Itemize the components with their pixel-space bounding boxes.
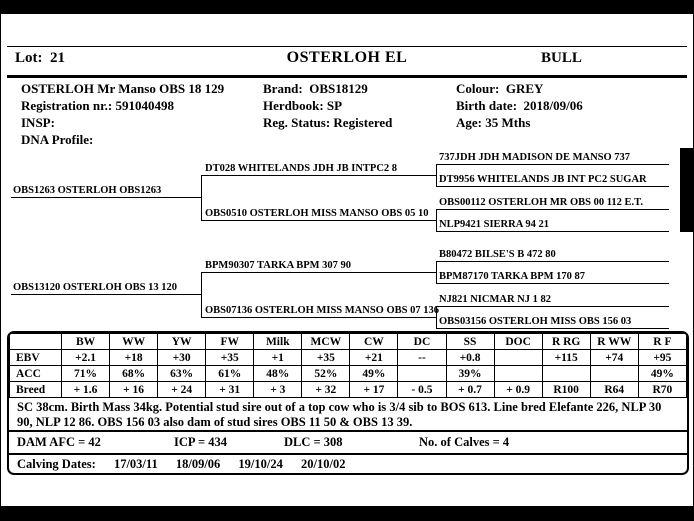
ebv-cell: --	[398, 350, 446, 366]
pedigree-great-grandparent: 737JDH JDH MADISON DE MANSO 737	[436, 149, 669, 165]
ebv-cell: 48%	[254, 366, 302, 382]
ebv-cell	[590, 366, 638, 382]
age-field: Age: 35 Mths	[456, 115, 531, 130]
ebv-row-label: ACC	[10, 366, 62, 382]
ebv-cell	[542, 366, 590, 382]
ebv-cell: + 1.6	[62, 382, 110, 398]
calving-date: 20/10/02	[301, 457, 346, 471]
pedigree-grandparent: DT028 WHITELANDS JDH JB INTPC2 8	[201, 160, 437, 176]
performance-box	[7, 331, 689, 475]
brand-field: Brand: OBS18129	[263, 81, 368, 96]
calving-dates-label: Calving Dates:	[17, 457, 96, 471]
ebv-header-cell: CW	[350, 334, 398, 350]
ebv-header-cell: Milk	[254, 334, 302, 350]
dam-afc-stat: DAM AFC = 42	[17, 435, 101, 449]
pedigree-grandparent: OBS07136 OSTERLOH MISS MANSO OBS 07 136	[201, 302, 437, 318]
ebv-cell: R64	[590, 382, 638, 398]
ebv-header-cell	[10, 334, 62, 350]
ebv-cell: 63%	[158, 366, 206, 382]
ebv-cell: +1	[254, 350, 302, 366]
ebv-cell: + 31	[206, 382, 254, 398]
sale-notes: SC 38cm. Birth Mass 34kg. Potential stud sire out of a top cow who is 3/4 sib to BOS 613. Line bred Elefante 226, NLP 30 90, NLP 12 86. OBS 156 03 also dam of stud sires OBS 11 50 & OBS 13 39.	[17, 400, 662, 429]
ebv-cell: +2.1	[62, 350, 110, 366]
pedigree-connector-line	[201, 176, 202, 221]
pedigree-connector-line	[436, 210, 437, 232]
ebv-cell: +35	[302, 350, 350, 366]
pedigree-great-grandparent: OBS00112 OSTERLOH MR OBS 00 112 E.T.	[436, 194, 669, 210]
ebv-header-cell: SS	[446, 334, 494, 350]
pedigree-grandparent: OBS0510 OSTERLOH MISS MANSO OBS 05 10	[201, 205, 437, 221]
ebv-cell: + 32	[302, 382, 350, 398]
ebv-cell: + 0.7	[446, 382, 494, 398]
pedigree-great-grandparent: BPM87170 TARKA BPM 170 87	[436, 268, 669, 284]
ebv-cell: 61%	[206, 366, 254, 382]
ebv-cell: + 16	[110, 382, 158, 398]
registration-field: Registration nr.: 591040498	[21, 98, 174, 113]
pedigree-connector-line	[436, 165, 437, 187]
breed-row	[10, 382, 687, 398]
dna-profile-field: DNA Profile:	[21, 132, 94, 147]
icp-stat: ICP = 434	[174, 435, 227, 449]
ebv-header-cell: R RG	[542, 334, 590, 350]
ebv-header-cell: WW	[110, 334, 158, 350]
ebv-cell: 49%	[638, 366, 686, 382]
category-label: BULL	[541, 50, 582, 66]
ebv-cell: 71%	[62, 366, 110, 382]
ebv-row	[10, 350, 687, 366]
birth-date-field: Birth date: 2018/09/06	[456, 98, 583, 113]
pedigree-connector-line	[436, 307, 437, 329]
calving-date: 19/10/24	[238, 457, 283, 471]
ebv-row-label: Breed	[10, 382, 62, 398]
ebv-header-cell: MCW	[302, 334, 350, 350]
header-bottom-rule	[7, 75, 687, 78]
calving-dates-row	[9, 455, 687, 474]
pedigree-dam: OBS13120 OSTERLOH OBS 13 120	[11, 279, 201, 295]
colour-field: Colour: GREY	[456, 81, 544, 96]
ebv-cell	[494, 350, 542, 366]
ebv-cell: +21	[350, 350, 398, 366]
ebv-header-cell: DC	[398, 334, 446, 350]
ebv-cell: +95	[638, 350, 686, 366]
animal-title: OSTERLOH EL	[286, 49, 408, 66]
pedigree-connector-line	[201, 273, 202, 318]
pedigree-great-grandparent: NLP9421 SIERRA 94 21	[436, 216, 669, 232]
ebv-header-cell: BW	[62, 334, 110, 350]
top-black-bar	[1, 0, 693, 14]
ebv-cell: +30	[158, 350, 206, 366]
dlc-stat: DLC = 308	[284, 435, 343, 449]
insp-field: INSP:	[21, 115, 55, 130]
ebv-header-cell: R WW	[590, 334, 638, 350]
ebv-cell: +0.8	[446, 350, 494, 366]
ebv-cell	[494, 366, 542, 382]
ebv-cell: +18	[110, 350, 158, 366]
dam-stats-row	[9, 432, 687, 453]
bottom-black-bar	[1, 506, 693, 521]
pedigree-connector-line	[436, 262, 437, 284]
ebv-cell: + 3	[254, 382, 302, 398]
pedigree-great-grandparent: OBS03156 OSTERLOH MISS OBS 156 03	[436, 313, 669, 329]
pedigree-great-grandparent: DT9956 WHITELANDS JB INT PC2 SUGAR	[436, 171, 669, 187]
ebv-header-cell: FW	[206, 334, 254, 350]
ebv-cell: 68%	[110, 366, 158, 382]
ebv-cell: 39%	[446, 366, 494, 382]
ebv-row-label: EBV	[10, 350, 62, 366]
ebv-cell: +115	[542, 350, 590, 366]
ebv-header-cell: YW	[158, 334, 206, 350]
pedigree-sire: OBS1263 OSTERLOH OBS1263	[11, 182, 201, 198]
ebv-header-cell: R F	[638, 334, 686, 350]
header-top-rule	[7, 46, 687, 47]
ebv-cell: + 24	[158, 382, 206, 398]
pedigree-great-grandparent: B80472 BILSE'S B 472 80	[436, 246, 669, 262]
scroll-indicator	[680, 148, 693, 232]
ebv-header-cell: DOC	[494, 334, 542, 350]
ebv-cell: 52%	[302, 366, 350, 382]
calving-date: 17/03/11	[113, 457, 158, 471]
calves-count-stat: No. of Calves = 4	[419, 435, 510, 449]
reg-status-field: Reg. Status: Registered	[263, 115, 393, 130]
ebv-cell	[398, 366, 446, 382]
ebv-cell: + 0.9	[494, 382, 542, 398]
ebv-table	[9, 333, 687, 398]
ebv-cell: +74	[590, 350, 638, 366]
ebv-cell: R70	[638, 382, 686, 398]
lot-number: Lot: 21	[15, 50, 65, 66]
ebv-cell: +35	[206, 350, 254, 366]
animal-full-name: OSTERLOH Mr Manso OBS 18 129	[21, 81, 225, 96]
ebv-cell: - 0.5	[398, 382, 446, 398]
pedigree-grandparent: BPM90307 TARKA BPM 307 90	[201, 257, 437, 273]
ebv-header-row	[10, 334, 687, 350]
ebv-cell: + 17	[350, 382, 398, 398]
acc-row	[10, 366, 687, 382]
pedigree-great-grandparent: NJ821 NICMAR NJ 1 82	[436, 291, 669, 307]
ebv-cell: R100	[542, 382, 590, 398]
calving-date: 18/09/06	[175, 457, 221, 471]
herdbook-field: Herdbook: SP	[263, 98, 343, 113]
ebv-cell: 49%	[350, 366, 398, 382]
